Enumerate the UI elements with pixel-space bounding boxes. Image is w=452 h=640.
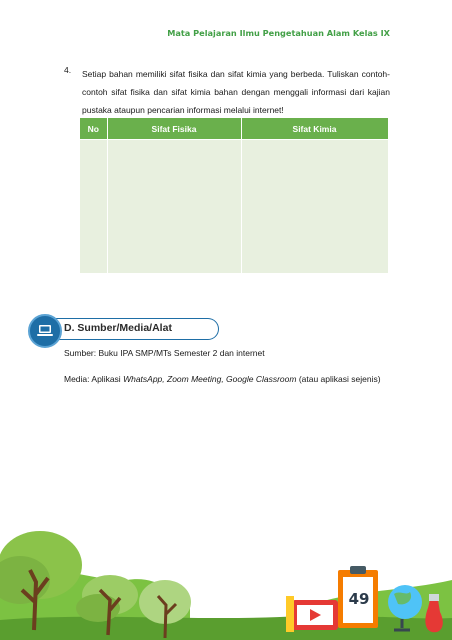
media-text xyxy=(64,371,384,387)
laptop-icon xyxy=(28,314,62,348)
media-prefix: Media: Aplikasi xyxy=(64,374,124,384)
media-suffix: (atau aplikasi sejenis) xyxy=(296,374,381,384)
cell-no[interactable] xyxy=(80,140,107,274)
cell-sifat-fisika[interactable] xyxy=(107,140,241,274)
media-apps: WhatsApp, Zoom Meeting, Google Classroom xyxy=(123,374,297,384)
question-text: Setiap bahan memiliki sifat fisika dan sifat kimia yang berbeda. Tuliskan contoh-contoh sifat fisika dan sifat kimia bahan dengan menggali informasi dari kajian pustaka ataupun pencarian informasi melalui internet! xyxy=(82,69,390,115)
question-number: 4. xyxy=(64,65,72,75)
cell-sifat-kimia[interactable] xyxy=(241,140,388,274)
footer-illustration xyxy=(0,520,452,640)
col-header-sifat-fisika: Sifat Fisika xyxy=(107,118,241,140)
table-row xyxy=(80,140,388,274)
worksheet-table xyxy=(80,118,389,273)
page-number: 49 xyxy=(348,590,370,608)
sumber-text: Sumber: Buku IPA SMP/MTs Semester 2 dan internet xyxy=(64,348,265,358)
col-header-no: No xyxy=(80,118,107,140)
col-header-sifat-kimia: Sifat Kimia xyxy=(241,118,388,140)
section-title: D. Sumber/Media/Alat xyxy=(64,322,172,334)
table-header-row xyxy=(80,118,388,140)
running-header: Mata Pelajaran Ilmu Pengetahuan Alam Kelas IX xyxy=(167,28,390,38)
